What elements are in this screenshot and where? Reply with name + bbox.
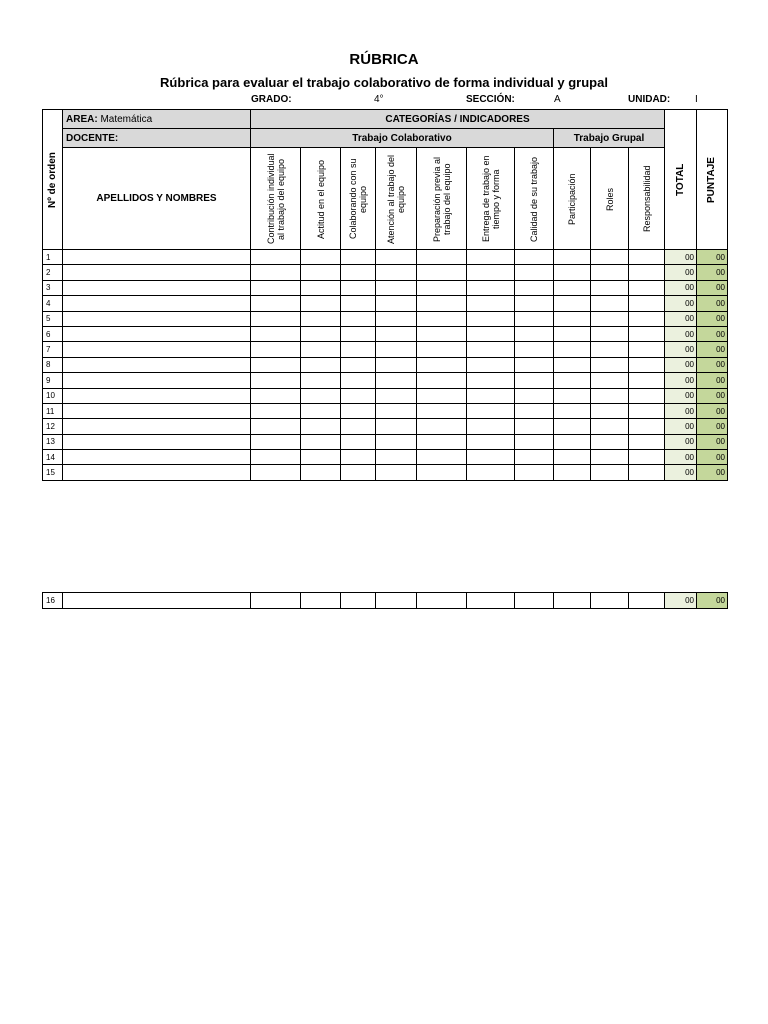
row-number: 6 bbox=[43, 326, 63, 341]
score-cell[interactable] bbox=[376, 250, 417, 265]
table-row bbox=[43, 465, 728, 480]
name-cell[interactable] bbox=[63, 388, 251, 403]
score-cell[interactable] bbox=[376, 403, 417, 418]
score-cell[interactable] bbox=[341, 342, 376, 357]
name-cell[interactable] bbox=[63, 342, 251, 357]
rubric-table-extra-row bbox=[42, 592, 728, 609]
score-cell[interactable] bbox=[467, 326, 515, 341]
score-cell[interactable] bbox=[251, 342, 301, 357]
score-cell[interactable] bbox=[251, 419, 301, 434]
name-cell[interactable] bbox=[63, 311, 251, 326]
puntaje-header: PUNTAJE bbox=[706, 156, 717, 203]
orden-header-cell bbox=[43, 110, 63, 250]
score-cell[interactable] bbox=[376, 465, 417, 480]
indicator-label: Calidad de su trabajo bbox=[529, 155, 539, 242]
score-cell[interactable] bbox=[467, 311, 515, 326]
total-cell: 00 bbox=[665, 403, 697, 418]
score-cell[interactable] bbox=[417, 465, 467, 480]
score-cell[interactable] bbox=[251, 296, 301, 311]
score-cell[interactable] bbox=[591, 311, 629, 326]
table-row bbox=[43, 296, 728, 311]
table-row bbox=[43, 434, 728, 449]
indicator-header bbox=[341, 148, 376, 250]
score-cell[interactable] bbox=[554, 593, 591, 609]
score-cell[interactable] bbox=[341, 388, 376, 403]
score-cell[interactable] bbox=[591, 450, 629, 465]
table-row bbox=[43, 311, 728, 326]
score-cell[interactable] bbox=[417, 326, 467, 341]
score-cell[interactable] bbox=[467, 450, 515, 465]
name-cell[interactable] bbox=[63, 403, 251, 418]
score-cell[interactable] bbox=[301, 357, 341, 372]
unidad-label: UNIDAD: bbox=[628, 94, 671, 105]
score-cell[interactable] bbox=[554, 280, 591, 295]
puntaje-cell: 00 bbox=[697, 265, 728, 280]
score-cell[interactable] bbox=[417, 357, 467, 372]
row-number: 8 bbox=[43, 357, 63, 372]
row-number: 13 bbox=[43, 434, 63, 449]
score-cell[interactable] bbox=[417, 593, 467, 609]
score-cell[interactable] bbox=[341, 419, 376, 434]
indicator-header bbox=[376, 148, 417, 250]
score-cell[interactable] bbox=[251, 450, 301, 465]
score-cell[interactable] bbox=[417, 373, 467, 388]
table-row bbox=[43, 342, 728, 357]
total-cell: 00 bbox=[665, 388, 697, 403]
score-cell[interactable] bbox=[629, 280, 665, 295]
score-cell[interactable] bbox=[417, 250, 467, 265]
table-row bbox=[43, 280, 728, 295]
grado-label: GRADO: bbox=[251, 94, 292, 105]
score-cell[interactable] bbox=[515, 250, 554, 265]
indicator-label: Participación bbox=[567, 172, 577, 225]
page-subtitle: Rúbrica para evaluar el trabajo colaborativo de forma individual y grupal bbox=[160, 75, 608, 90]
puntaje-cell: 00 bbox=[697, 296, 728, 311]
score-cell[interactable] bbox=[467, 434, 515, 449]
total-cell: 00 bbox=[665, 357, 697, 372]
score-cell[interactable] bbox=[467, 593, 515, 609]
row-number: 12 bbox=[43, 419, 63, 434]
orden-header: Nº de orden bbox=[46, 151, 58, 208]
score-cell[interactable] bbox=[341, 434, 376, 449]
table-row bbox=[43, 326, 728, 341]
score-cell[interactable] bbox=[341, 450, 376, 465]
total-cell: 00 bbox=[665, 311, 697, 326]
score-cell[interactable] bbox=[376, 388, 417, 403]
score-cell[interactable] bbox=[591, 419, 629, 434]
score-cell[interactable] bbox=[515, 357, 554, 372]
seccion-value: A bbox=[554, 94, 561, 105]
score-cell[interactable] bbox=[467, 465, 515, 480]
indicator-header bbox=[554, 148, 591, 250]
score-cell[interactable] bbox=[301, 265, 341, 280]
nombres-header: APELLIDOS Y NOMBRES bbox=[63, 148, 251, 250]
score-cell[interactable] bbox=[467, 342, 515, 357]
score-cell[interactable] bbox=[251, 373, 301, 388]
score-cell[interactable] bbox=[376, 280, 417, 295]
table-row bbox=[43, 403, 728, 418]
score-cell[interactable] bbox=[515, 373, 554, 388]
puntaje-cell: 00 bbox=[697, 388, 728, 403]
indicator-header bbox=[301, 148, 341, 250]
score-cell[interactable] bbox=[629, 403, 665, 418]
score-cell[interactable] bbox=[467, 296, 515, 311]
score-cell[interactable] bbox=[341, 265, 376, 280]
score-cell[interactable] bbox=[554, 357, 591, 372]
score-cell[interactable] bbox=[591, 342, 629, 357]
score-cell[interactable] bbox=[629, 357, 665, 372]
row-number: 2 bbox=[43, 265, 63, 280]
score-cell[interactable] bbox=[554, 403, 591, 418]
score-cell[interactable] bbox=[376, 311, 417, 326]
indicator-label: Responsabilidad bbox=[641, 165, 652, 232]
table-row bbox=[43, 265, 728, 280]
score-cell[interactable] bbox=[591, 265, 629, 280]
categorias-header: CATEGORÍAS / INDICADORES bbox=[251, 110, 665, 129]
score-cell[interactable] bbox=[251, 265, 301, 280]
score-cell[interactable] bbox=[376, 357, 417, 372]
table-row bbox=[43, 357, 728, 372]
score-cell[interactable] bbox=[251, 280, 301, 295]
row-number: 16 bbox=[43, 593, 63, 609]
score-cell[interactable] bbox=[554, 265, 591, 280]
score-cell[interactable] bbox=[376, 419, 417, 434]
score-cell[interactable] bbox=[301, 434, 341, 449]
indicator-label: Preparación previa al trabajo del equipo bbox=[431, 155, 452, 242]
seccion-label: SECCIÓN: bbox=[466, 94, 515, 105]
score-cell[interactable] bbox=[376, 593, 417, 609]
score-cell[interactable] bbox=[251, 326, 301, 341]
score-cell[interactable] bbox=[301, 311, 341, 326]
score-cell[interactable] bbox=[591, 434, 629, 449]
total-cell: 00 bbox=[665, 373, 697, 388]
score-cell[interactable] bbox=[341, 465, 376, 480]
row-number: 15 bbox=[43, 465, 63, 480]
score-cell[interactable] bbox=[467, 265, 515, 280]
score-cell[interactable] bbox=[251, 434, 301, 449]
score-cell[interactable] bbox=[515, 465, 554, 480]
table-row bbox=[43, 593, 728, 609]
score-cell[interactable] bbox=[629, 311, 665, 326]
docente-label: DOCENTE: bbox=[63, 129, 251, 148]
puntaje-cell: 00 bbox=[697, 434, 728, 449]
table-row bbox=[43, 388, 728, 403]
score-cell[interactable] bbox=[341, 593, 376, 609]
score-cell[interactable] bbox=[376, 326, 417, 341]
name-cell[interactable] bbox=[63, 465, 251, 480]
total-header-cell bbox=[665, 110, 697, 250]
score-cell[interactable] bbox=[515, 434, 554, 449]
score-cell[interactable] bbox=[515, 280, 554, 295]
name-cell[interactable] bbox=[63, 593, 251, 609]
total-cell: 00 bbox=[665, 250, 697, 265]
score-cell[interactable] bbox=[341, 326, 376, 341]
total-cell: 00 bbox=[665, 280, 697, 295]
indicator-header bbox=[591, 148, 629, 250]
trabajo-grupal-header: Trabajo Grupal bbox=[554, 129, 665, 148]
score-cell[interactable] bbox=[591, 465, 629, 480]
puntaje-cell: 00 bbox=[697, 280, 728, 295]
score-cell[interactable] bbox=[341, 403, 376, 418]
name-cell[interactable] bbox=[63, 373, 251, 388]
indicator-header bbox=[515, 148, 554, 250]
score-cell[interactable] bbox=[515, 311, 554, 326]
score-cell[interactable] bbox=[591, 326, 629, 341]
score-cell[interactable] bbox=[341, 311, 376, 326]
score-cell[interactable] bbox=[591, 250, 629, 265]
indicator-label: Colaborando con su equipo bbox=[348, 158, 368, 239]
rubric-table bbox=[42, 109, 728, 481]
score-cell[interactable] bbox=[554, 296, 591, 311]
score-cell[interactable] bbox=[251, 311, 301, 326]
name-cell[interactable] bbox=[63, 419, 251, 434]
score-cell[interactable] bbox=[417, 434, 467, 449]
score-cell[interactable] bbox=[376, 373, 417, 388]
score-cell[interactable] bbox=[376, 342, 417, 357]
score-cell[interactable] bbox=[629, 265, 665, 280]
score-cell[interactable] bbox=[591, 403, 629, 418]
score-cell[interactable] bbox=[341, 373, 376, 388]
total-cell: 00 bbox=[665, 419, 697, 434]
row-number: 4 bbox=[43, 296, 63, 311]
grado-value: 4° bbox=[374, 94, 384, 105]
puntaje-header-cell bbox=[697, 110, 728, 250]
area-label: AREA: bbox=[66, 113, 98, 125]
score-cell[interactable] bbox=[629, 593, 665, 609]
score-cell[interactable] bbox=[467, 357, 515, 372]
score-cell[interactable] bbox=[417, 311, 467, 326]
score-cell[interactable] bbox=[554, 342, 591, 357]
name-cell[interactable] bbox=[63, 326, 251, 341]
score-cell[interactable] bbox=[467, 403, 515, 418]
name-cell[interactable] bbox=[63, 296, 251, 311]
name-cell[interactable] bbox=[63, 250, 251, 265]
score-cell[interactable] bbox=[591, 296, 629, 311]
puntaje-cell: 00 bbox=[697, 419, 728, 434]
score-cell[interactable] bbox=[554, 419, 591, 434]
table-row bbox=[43, 373, 728, 388]
table-row bbox=[43, 450, 728, 465]
score-cell[interactable] bbox=[629, 419, 665, 434]
page-title: RÚBRICA bbox=[349, 51, 419, 68]
score-cell[interactable] bbox=[515, 265, 554, 280]
name-cell[interactable] bbox=[63, 265, 251, 280]
score-cell[interactable] bbox=[251, 388, 301, 403]
row-number: 7 bbox=[43, 342, 63, 357]
score-cell[interactable] bbox=[515, 403, 554, 418]
row-number: 11 bbox=[43, 403, 63, 418]
score-cell[interactable] bbox=[629, 388, 665, 403]
score-cell[interactable] bbox=[417, 388, 467, 403]
total-cell: 00 bbox=[665, 265, 697, 280]
row-number: 1 bbox=[43, 250, 63, 265]
indicator-header bbox=[467, 148, 515, 250]
score-cell[interactable] bbox=[341, 280, 376, 295]
puntaje-cell: 00 bbox=[697, 357, 728, 372]
indicator-label: Actitud en el equipo bbox=[315, 158, 326, 239]
score-cell[interactable] bbox=[515, 419, 554, 434]
score-cell[interactable] bbox=[301, 593, 341, 609]
score-cell[interactable] bbox=[591, 280, 629, 295]
score-cell[interactable] bbox=[251, 593, 301, 609]
score-cell[interactable] bbox=[341, 357, 376, 372]
score-cell[interactable] bbox=[591, 388, 629, 403]
score-cell[interactable] bbox=[417, 419, 467, 434]
puntaje-cell: 00 bbox=[697, 593, 728, 609]
row-number: 5 bbox=[43, 311, 63, 326]
score-cell[interactable] bbox=[376, 265, 417, 280]
score-cell[interactable] bbox=[591, 373, 629, 388]
score-cell[interactable] bbox=[301, 465, 341, 480]
score-cell[interactable] bbox=[629, 373, 665, 388]
puntaje-cell: 00 bbox=[697, 450, 728, 465]
score-cell[interactable] bbox=[467, 388, 515, 403]
puntaje-cell: 00 bbox=[697, 250, 728, 265]
table-row bbox=[43, 419, 728, 434]
score-cell[interactable] bbox=[515, 326, 554, 341]
row-number: 3 bbox=[43, 280, 63, 295]
score-cell[interactable] bbox=[467, 373, 515, 388]
score-cell[interactable] bbox=[554, 450, 591, 465]
total-cell: 00 bbox=[665, 450, 697, 465]
score-cell[interactable] bbox=[417, 280, 467, 295]
total-cell: 00 bbox=[665, 593, 697, 609]
score-cell[interactable] bbox=[417, 296, 467, 311]
score-cell[interactable] bbox=[301, 342, 341, 357]
score-cell[interactable] bbox=[515, 296, 554, 311]
score-cell[interactable] bbox=[554, 465, 591, 480]
score-cell[interactable] bbox=[554, 326, 591, 341]
name-cell[interactable] bbox=[63, 450, 251, 465]
score-cell[interactable] bbox=[301, 419, 341, 434]
score-cell[interactable] bbox=[554, 434, 591, 449]
score-cell[interactable] bbox=[251, 250, 301, 265]
score-cell[interactable] bbox=[591, 593, 629, 609]
score-cell[interactable] bbox=[341, 250, 376, 265]
score-cell[interactable] bbox=[515, 388, 554, 403]
name-cell[interactable] bbox=[63, 280, 251, 295]
score-cell[interactable] bbox=[629, 326, 665, 341]
area-cell bbox=[63, 110, 251, 129]
name-cell[interactable] bbox=[63, 357, 251, 372]
row-number: 14 bbox=[43, 450, 63, 465]
score-cell[interactable] bbox=[417, 450, 467, 465]
score-cell[interactable] bbox=[301, 450, 341, 465]
puntaje-cell: 00 bbox=[697, 465, 728, 480]
row-number: 10 bbox=[43, 388, 63, 403]
score-cell[interactable] bbox=[629, 434, 665, 449]
total-cell: 00 bbox=[665, 296, 697, 311]
score-cell[interactable] bbox=[467, 250, 515, 265]
score-cell[interactable] bbox=[629, 465, 665, 480]
indicator-label: Atención al trabajo del equipo bbox=[386, 153, 406, 244]
score-cell[interactable] bbox=[629, 250, 665, 265]
score-cell[interactable] bbox=[341, 296, 376, 311]
table-row bbox=[43, 250, 728, 265]
total-cell: 00 bbox=[665, 434, 697, 449]
score-cell[interactable] bbox=[301, 296, 341, 311]
score-cell[interactable] bbox=[301, 403, 341, 418]
score-cell[interactable] bbox=[376, 296, 417, 311]
puntaje-cell: 00 bbox=[697, 342, 728, 357]
puntaje-cell: 00 bbox=[697, 326, 728, 341]
score-cell[interactable] bbox=[417, 342, 467, 357]
total-cell: 00 bbox=[665, 326, 697, 341]
score-cell[interactable] bbox=[467, 419, 515, 434]
total-cell: 00 bbox=[665, 465, 697, 480]
score-cell[interactable] bbox=[251, 357, 301, 372]
name-cell[interactable] bbox=[63, 434, 251, 449]
indicator-label: Entrega de trabajo en tiempo y forma bbox=[480, 155, 501, 242]
row-number: 9 bbox=[43, 373, 63, 388]
unidad-value: I bbox=[695, 94, 698, 105]
indicator-label: Contribución individual al trabajo del equipo bbox=[265, 153, 286, 244]
score-cell[interactable] bbox=[301, 373, 341, 388]
score-cell[interactable] bbox=[301, 250, 341, 265]
score-cell[interactable] bbox=[629, 450, 665, 465]
score-cell[interactable] bbox=[301, 280, 341, 295]
score-cell[interactable] bbox=[376, 450, 417, 465]
score-cell[interactable] bbox=[515, 593, 554, 609]
score-cell[interactable] bbox=[515, 342, 554, 357]
score-cell[interactable] bbox=[417, 403, 467, 418]
score-cell[interactable] bbox=[554, 388, 591, 403]
indicator-label: Roles bbox=[604, 187, 615, 211]
indicator-header bbox=[629, 148, 665, 250]
total-header: TOTAL bbox=[674, 163, 686, 196]
total-cell: 00 bbox=[665, 342, 697, 357]
score-cell[interactable] bbox=[629, 296, 665, 311]
score-cell[interactable] bbox=[515, 450, 554, 465]
indicator-header bbox=[417, 148, 467, 250]
score-cell[interactable] bbox=[554, 373, 591, 388]
puntaje-cell: 00 bbox=[697, 403, 728, 418]
trabajo-colaborativo-header: Trabajo Colaborativo bbox=[251, 129, 554, 148]
indicator-header bbox=[251, 148, 301, 250]
score-cell[interactable] bbox=[376, 434, 417, 449]
score-cell[interactable] bbox=[301, 388, 341, 403]
score-cell[interactable] bbox=[591, 357, 629, 372]
puntaje-cell: 00 bbox=[697, 373, 728, 388]
score-cell[interactable] bbox=[467, 280, 515, 295]
score-cell[interactable] bbox=[629, 342, 665, 357]
score-cell[interactable] bbox=[554, 311, 591, 326]
score-cell[interactable] bbox=[417, 265, 467, 280]
puntaje-cell: 00 bbox=[697, 311, 728, 326]
area-value: Matemática bbox=[100, 113, 153, 125]
score-cell[interactable] bbox=[554, 250, 591, 265]
score-cell[interactable] bbox=[251, 403, 301, 418]
score-cell[interactable] bbox=[301, 326, 341, 341]
score-cell[interactable] bbox=[251, 465, 301, 480]
